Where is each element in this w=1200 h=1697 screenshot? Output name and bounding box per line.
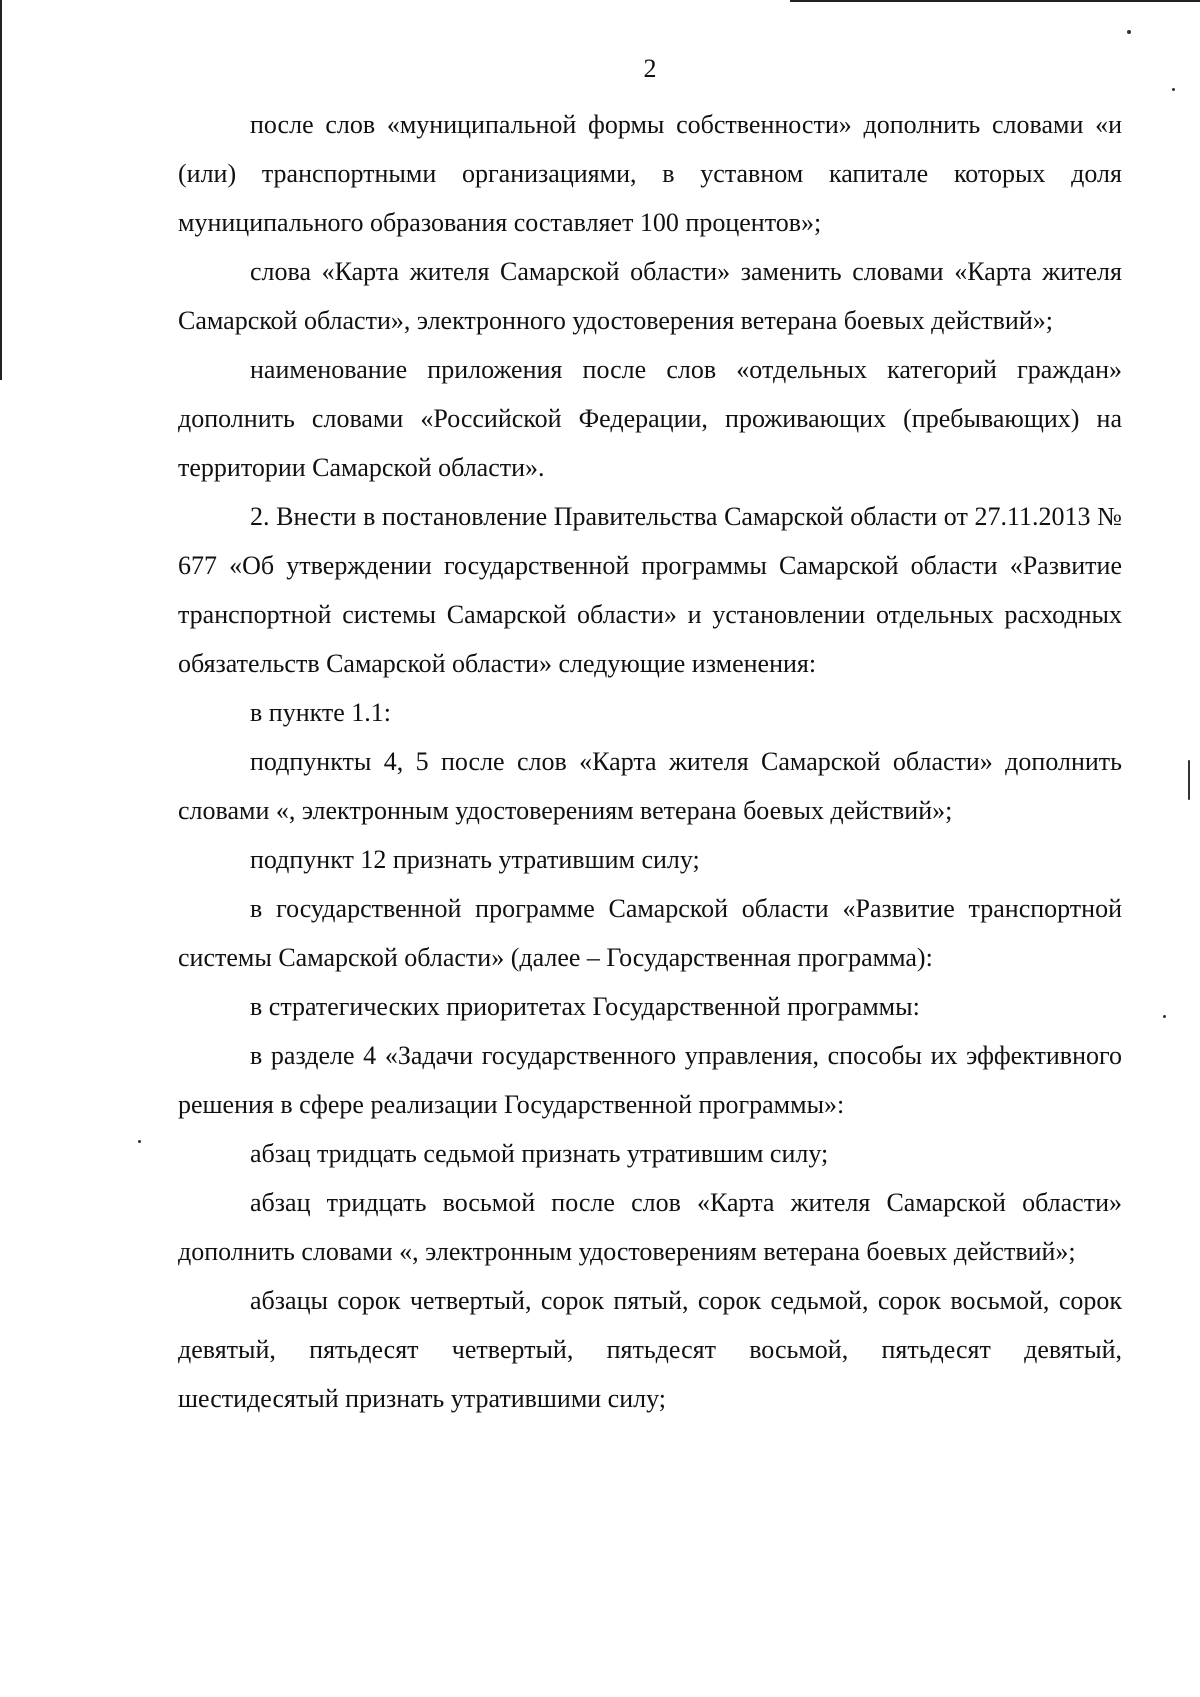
paragraph: подпункты 4, 5 после слов «Карта жителя Самарской области» дополнить словами «, электронным удостоверениям ветерана боевых действий»; [178, 747, 1122, 825]
page-number: 2 [643, 54, 657, 83]
paragraph: 2. Внести в постановление Правительства Самарской области от 27.11.2013 № 677 «Об утверждении государственной программы Самарской области «Развитие транспортной системы Самарской области» и установлении отдельных расходных обязательств Самарской области» следующие изменения: [178, 502, 1122, 678]
paragraph: абзац тридцать седьмой признать утратившим силу; [250, 1139, 829, 1168]
document-body [178, 100, 1122, 1423]
paragraph: абзацы сорок четвертый, сорок пятый, сорок седьмой, сорок восьмой, сорок девятый, пятьдесят четвертый, пятьдесят восьмой, пятьдесят девятый, шестидесятый признать утратившими силу; [178, 1286, 1122, 1413]
scan-speck [1188, 760, 1190, 800]
paragraph: в пункте 1.1: [250, 698, 392, 727]
scan-edge-top [790, 0, 1200, 2]
scan-speck [1172, 88, 1175, 91]
paragraph: подпункт 12 признать утратившим силу; [250, 845, 700, 874]
paragraph: абзац тридцать восьмой после слов «Карта жителя Самарской области» дополнить словами «, электронным удостоверениям ветерана боевых действий»; [178, 1188, 1122, 1266]
scan-speck [138, 1140, 141, 1143]
scan-speck [1163, 1015, 1166, 1018]
paragraph: наименование приложения после слов «отдельных категорий граждан» дополнить словами «Российской Федерации, проживающих (пребывающих) на территории Самарской области». [178, 355, 1122, 482]
paragraph: после слов «муниципальной формы собственности» дополнить словами «и (или) транспортными организациями, в уставном капитале которых доля муниципального образования составляет 100 процентов»; [178, 110, 1122, 237]
paragraph: в государственной программе Самарской области «Развитие транспортной системы Самарской области» (далее – Государственная программа): [178, 894, 1122, 972]
scan-speck [1127, 30, 1131, 34]
paragraph: в разделе 4 «Задачи государственного управления, способы их эффективного решения в сфере реализации Государственной программы»: [178, 1041, 1122, 1119]
paragraph: слова «Карта жителя Самарской области» заменить словами «Карта жителя Самарской области», электронного удостоверения ветерана боевых действий»; [178, 257, 1122, 335]
paragraph: в стратегических приоритетах Государственной программы: [250, 992, 920, 1021]
